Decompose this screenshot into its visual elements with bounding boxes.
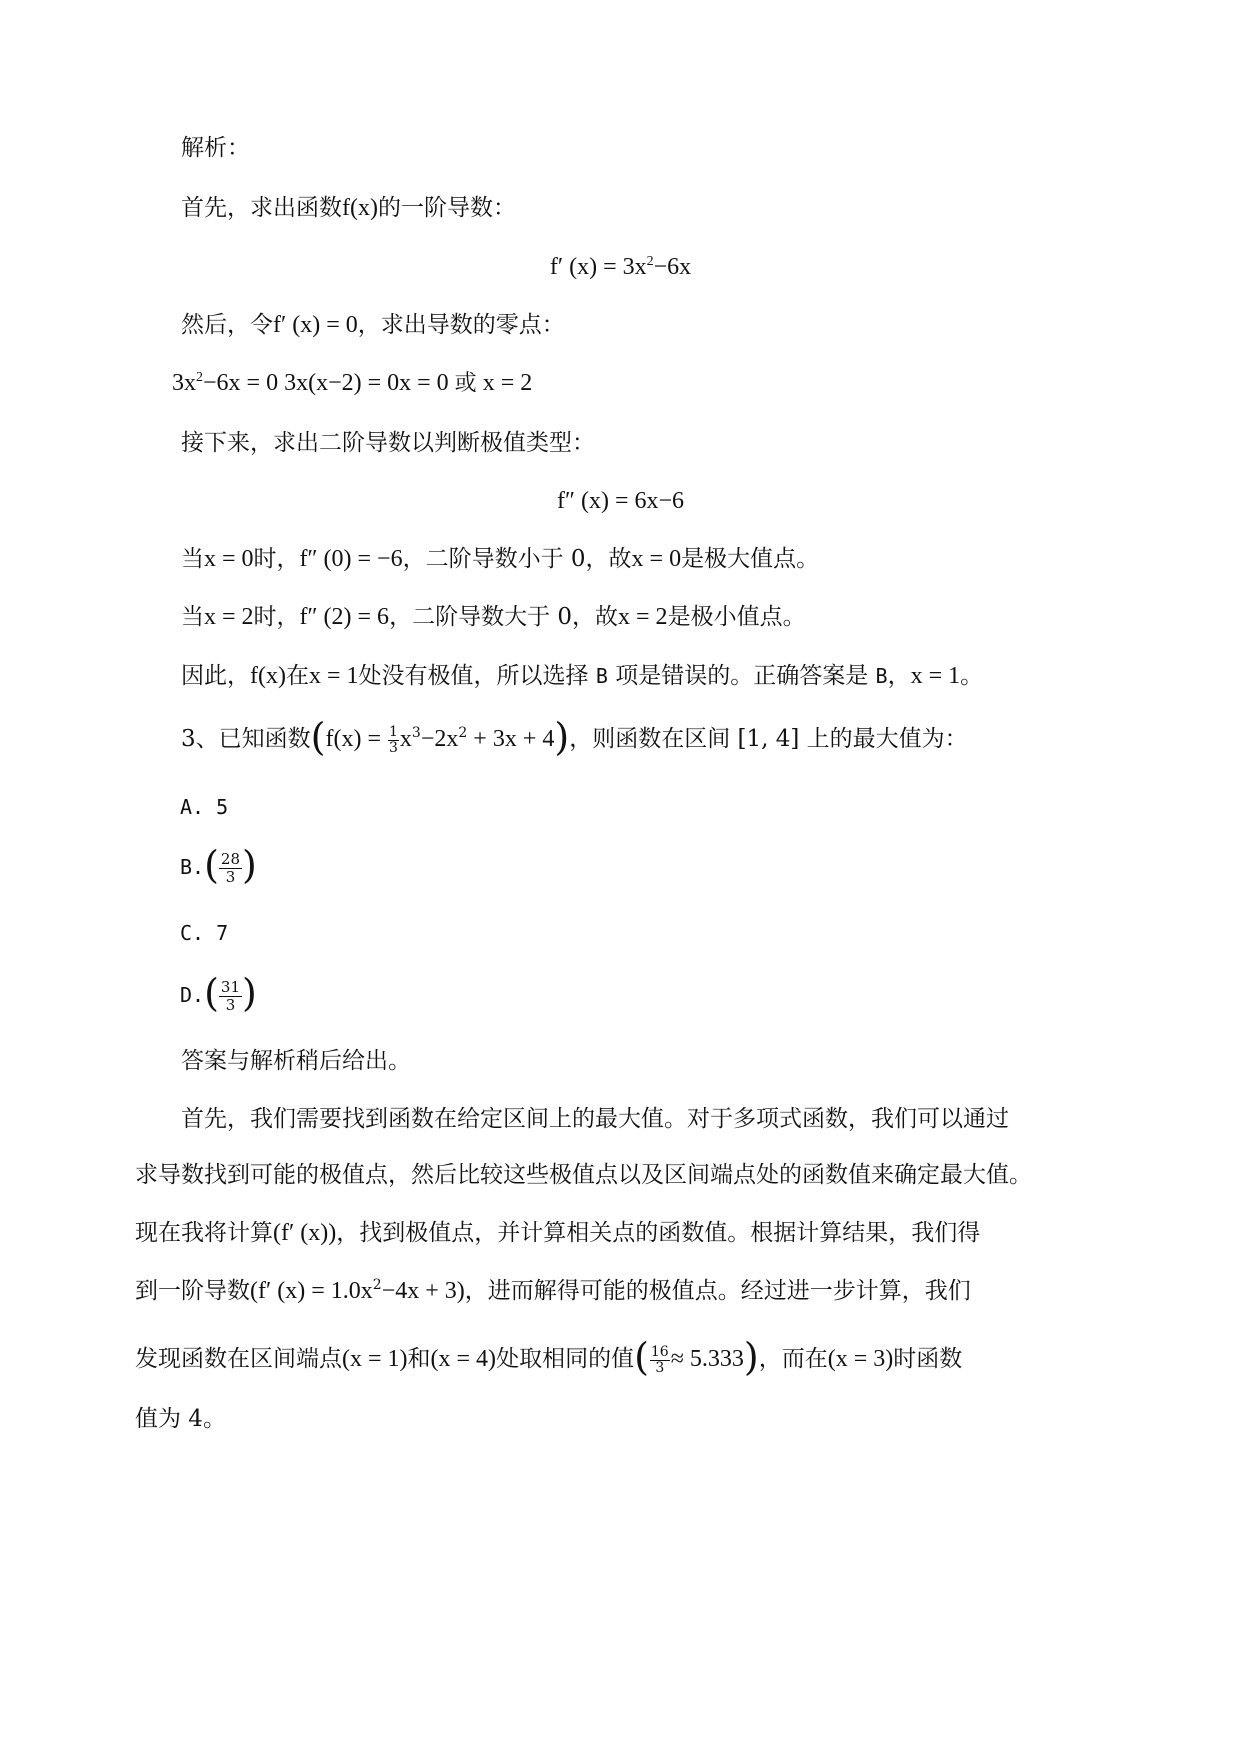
option-a: A. 5 <box>180 795 229 819</box>
para-line-3: 现在我将计算(f′ (x))，找到极值点，并计算相关点的函数值。根据计算结果，我们得 <box>135 1220 981 1246</box>
para-line-2: 求导数找到可能的极值点，然后比较这些极值点以及区间端点处的函数值来确定最大值。 <box>135 1162 1032 1188</box>
fraction-one-third: $\frac{1}{3}$ <box>388 723 398 756</box>
analysis-heading: 解析： <box>181 135 250 161</box>
second-derivative-equation: f″ (x) = 6x−6 <box>556 488 685 514</box>
question-3-stem: 3、已知函数(f(x) = $\frac{1}{3}$ $x^3-2x^2 + 3x + 4$)，则函数在区间 [1, 4] 上的最大值为： <box>181 715 968 759</box>
answer-later-note: 答案与解析稍后给出。 <box>181 1048 411 1074</box>
case-x2-text: 当x = 2时，f″ (2) = 6，二阶导数大于 0，故x = 2是极小值点。 <box>181 604 806 630</box>
step2-text: 然后，令f′ (x) = 0，求出导数的零点： <box>181 312 565 338</box>
fraction-31-3: $\frac{31}{3}$ <box>220 977 241 1014</box>
fraction-16-3: $\frac{16}{3}$ <box>650 1343 669 1376</box>
conclusion-text: 因此，f(x)在x = 1处没有极值，所以选择 B 项是错误的。正确答案是 B，x = 1。 <box>181 663 984 689</box>
option-d: D.( $\frac{31}{3}$ ) <box>180 971 257 1015</box>
case-x0-text: 当x = 0时，f″ (0) = −6，二阶导数小于 0，故x = 0是极大值点。 <box>181 546 820 572</box>
option-c: C. 7 <box>180 921 229 945</box>
para-line-1: 首先，我们需要找到函数在给定区间上的最大值。对于多项式函数，我们可以通过 <box>181 1106 1009 1132</box>
step1-text: 首先，求出函数f(x)的一阶导数： <box>181 195 516 221</box>
step3-text: 接下来，求出二阶导数以判断极值类型： <box>181 430 595 456</box>
option-b: B.( $\frac{28}{3}$ ) <box>180 843 257 887</box>
para-line-5: 发现函数在区间端点(x = 1)和(x = 4)处取相同的值( $\frac{16}{3}$ ≈ 5.333)，而在(x = 3)时函数 <box>135 1335 963 1379</box>
zeros-equation: $3x^2-6x = 0$ 3x(x−2) = 0x = 0 或 x = 2 <box>172 370 533 396</box>
para-line-6: 值为 4。 <box>135 1406 226 1432</box>
para-line-4: 到一阶导数(f′ $(x) = 1.0x^2-4x + 3$)，进而解得可能的极值点。经过进一步计算，我们 <box>135 1277 971 1304</box>
fraction-28-3: $\frac{28}{3}$ <box>220 849 241 886</box>
first-derivative-equation: f′ $(x) = 3x^2-6x$ <box>549 254 692 280</box>
